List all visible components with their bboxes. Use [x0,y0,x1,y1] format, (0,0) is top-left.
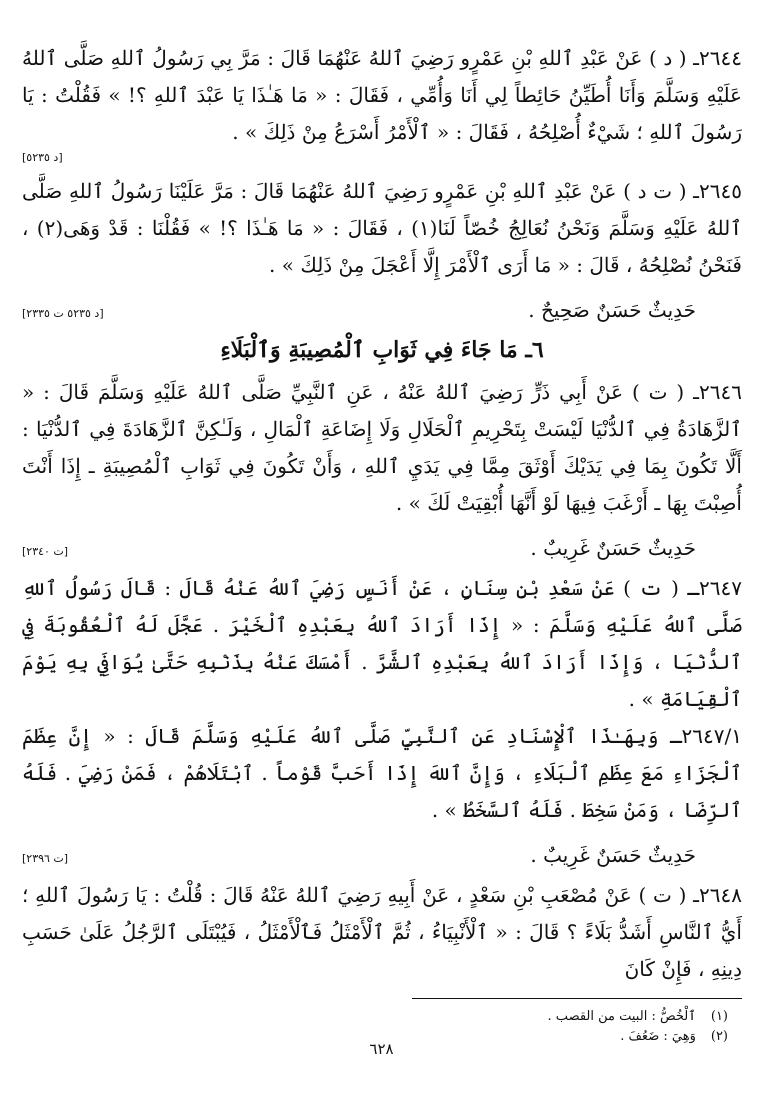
footnote-divider [412,998,742,999]
footnote-1 [22,1007,728,1027]
page-number: ٦٢٨ [369,1040,394,1058]
footnote-1-number: (١) [710,1009,728,1024]
hadith-2645-reference: [د ٥٢٣٥ ت ٢٣٣٥] [22,307,104,320]
hadith-2646: ٢٦٤٦ـ ( ت ) عَنْ أَبِي ذَرٍّ رَضِيَ ٱللهُ عَنْهُ ، عَنِ ٱلنَّبِيِّ صَلَّى ٱللهُ عَلَيْهِ وَسَلَّمَ قَالَ : « ٱلزَّهَادَةُ فِي ٱلدُّنْيَا لَيْسَتْ بِتَحْرِيمِ ٱلْحَلَالِ وَلَا إِضَاعَةِ ٱلْمَالِ ، وَلَـٰكِنَّ ٱلزَّهَادَةَ فِي ٱلدُّنْيَا : أَلَّا تَكُونَ بِمَا فِي يَدَيْكَ أَوْثَقَ مِمَّا فِي يَدَيِ ٱللهِ ، وَأَنْ تَكُونَ فِي ثَوَابِ ٱلْمُصِيبَةِ ـ إِذَا أَنْتَ أُصِبْتَ بِهَا ـ أَرْغَبَ فِيهَا لَوْ أَنَّهَا أُبْقِيَتْ لَكَ » . [22,380,742,515]
hadith-2647-1-reference: [ت ٢٣٩٦] [22,852,69,865]
hadith-2648: ٢٦٤٨ـ ( ت ) عَنْ مُصْعَبِ بْنِ سَعْدٍ ، عَنْ أَبِيهِ رَضِيَ ٱللهُ عَنْهُ قَالَ : قُلْتُ : يَا رَسُولَ ٱللهِ ؛ أَيُّ ٱلنَّاسِ أَشَدُّ بَلَاءً ؟ قَالَ : « ٱلْأَنْبِيَاءُ ، ثُمَّ ٱلْأَمْثَلُ فَٱلْأَمْثَلُ ، فَيُبْتَلَى ٱلرَّجُلُ عَلَىٰ حَسَبِ دِينِهِ ، فَإِنْ كَانَ [22,883,742,981]
hadith-2645-grade: حَدِيثٌ حَسَنٌ صَحِيحٌ . [528,298,696,322]
hadith-2646-grade-row [22,532,742,564]
hadith-2647-1-grade-row [22,839,742,871]
footnote-1-text: ٱلْخُصُّ : البيت من القصب . [547,1009,696,1024]
hadith-2644: ٢٦٤٤ـ ( د ) عَنْ عَبْدِ ٱللهِ بْنِ عَمْرٍو رَضِيَ ٱللهُ عَنْهُمَا قَالَ : مَرَّ بِي رَسُولُ ٱللهِ صَلَّى ٱللهُ عَلَيْهِ وَسَلَّمَ وَأَنَا أُطَيِّنُ حَائِطاً لِي أَنَا وَأُمِّي ، فَقَالَ : « مَا هَـٰذَا يَا عَبْدَ ٱللهِ ؟! » فَقُلْتُ : يَا رَسُولَ ٱللهِ ؛ شَيْءٌ أُصْلِحُهُ ، فَقَالَ : « ٱلْأَمْرُ أَسْرَعُ مِنْ ذَلِكَ » . [22,46,742,144]
hadith-2647: ٢٦٤٧ـ ( ت ) عَنْ سَعْدِ بْنِ سِنَانٍ ، عَنْ أَنَسٍ رَضِيَ ٱللهُ عَنْهُ قَالَ : قَالَ رَسُولُ ٱللهِ صَلَّى ٱللهُ عَلَيْهِ وَسَلَّمَ : « إِذَا أَرَادَ ٱللهُ بِعَبْدِهِ ٱلْخَيْرَ . عَجَّلَ لَهُ ٱلْعُقُوبَةَ فِي ٱلدُّنْيَا ، وَإِذَا أَرَادَ ٱللهُ بِعَبْدِهِ ٱلشَّرَّ . أَمْسَكَ عَنْهُ بِذَنْبِهِ حَتَّىٰ يُوَافِيَ بِهِ يَوْمَ ٱلْقِيَامَةِ » . [22,576,742,711]
hadith-2644-reference: [د ٥٢٣٥] [22,151,63,164]
hadith-2646-grade: حَدِيثٌ حَسَنٌ غَرِيبٌ . [530,536,696,560]
hadith-2647-1: ٢٦٤٧/١ـ وَبِهَـٰذَا ٱلْإِسْنَادِ عَنِ ٱلنَّبِيِّ صَلَّى ٱللهُ عَلَيْهِ وَسَلَّمَ قَالَ : « إِنَّ عِظَمَ ٱلْجَزَاءِ مَعَ عِظَمِ ٱلْبَلَاءِ ، وَإِنَّ ٱللهَ إِذَا أَحَبَّ قَوْماً . ٱبْتَلَاهُمْ ، فَمَنْ رَضِيَ . فَلَهُ ٱلرِّضَا ، وَمَنْ سَخِطَ . فَلَهُ ٱلسَّخَطُ » . [22,724,742,822]
book-page [22,40,742,1047]
chapter-title: ٦ـ مَا جَاءَ فِي ثَوَابِ ٱلْمُصِيبَةِ وَٱلْبَلَاءِ [220,337,544,363]
hadith-2645-grade-row [22,294,742,326]
hadith-2646-reference: [ت ٢٣٤٠] [22,545,69,558]
footnote-2-number: (٢) [710,1029,728,1044]
hadith-2645: ٢٦٤٥ـ ( ت د ) عَنْ عَبْدِ ٱللهِ بْنِ عَمْرٍو رَضِيَ ٱللهُ عَنْهُمَا قَالَ : مَرَّ عَلَيْنَا رَسُولُ ٱللهِ صَلَّى ٱللهُ عَلَيْهِ وَسَلَّمَ وَنَحْنُ نُعَالِجُ خُصّاً لَنَا(١) ، فَقَالَ : « مَا هَـٰذَا ؟! » فَقُلْنَا : قَدْ وَهَى(٢) ، فَنَحْنُ نُصْلِحُهُ ، قَالَ : « مَا أَرَى ٱلْأَمْرَ إِلَّا أَعْجَلَ مِنْ ذَلِكَ » . [22,179,742,277]
footnote-2-text: وَهِيَ : ضَعُفَ . [620,1029,696,1044]
hadith-2647-1-grade: حَدِيثٌ حَسَنٌ غَرِيبٌ . [530,843,696,867]
